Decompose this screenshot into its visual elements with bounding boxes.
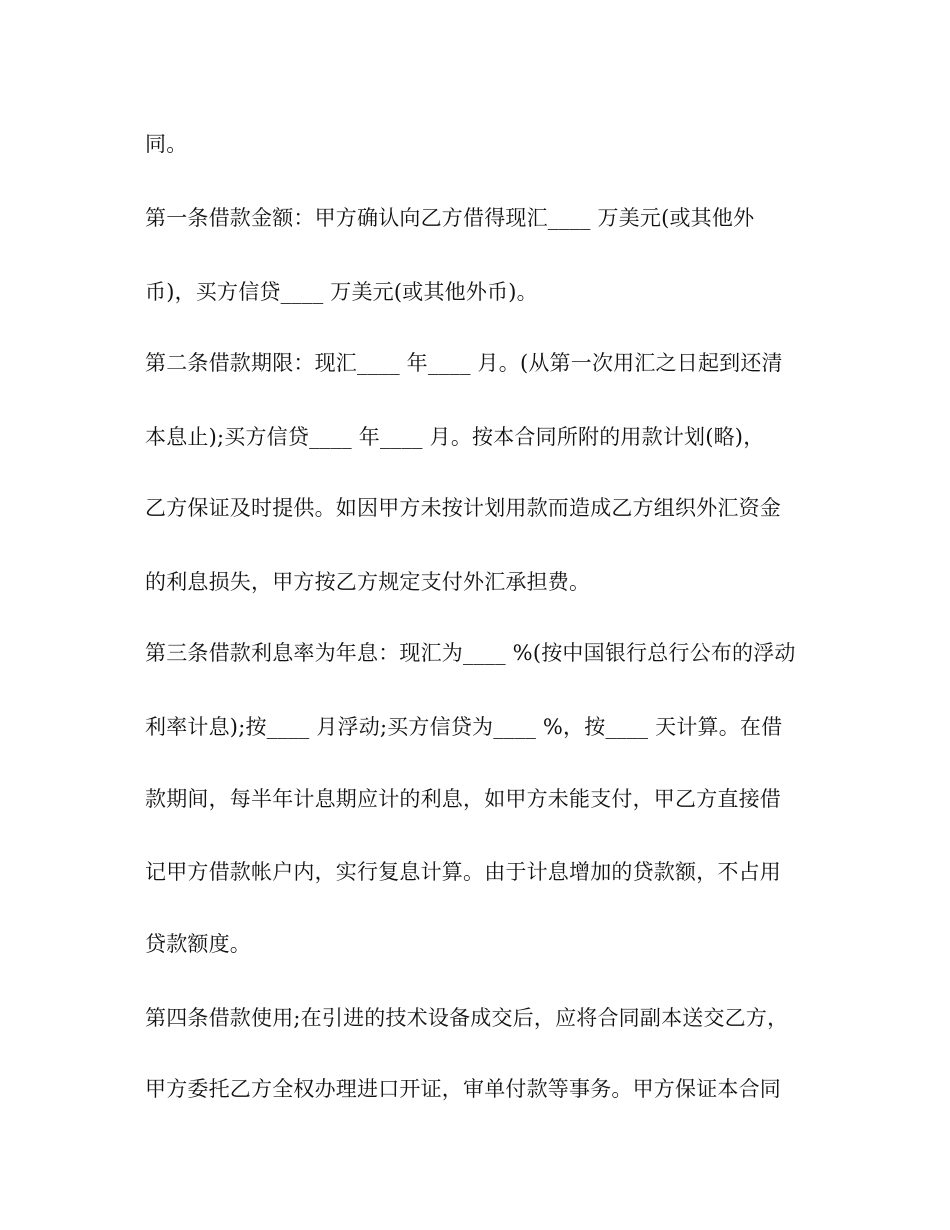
- text-line: 第二条借款期限：现汇____ 年____ 月。(从第一次用汇之日起到还清: [145, 351, 783, 375]
- text-line: 第一条借款金额：甲方确认向乙方借得现汇____ 万美元(或其他外: [145, 206, 755, 230]
- text-line: 第三条借款利息率为年息：现汇为____ %(按中国银行总行公布的浮动: [145, 641, 796, 665]
- text-line: 乙方保证及时提供。如因甲方未按计划用款而造成乙方组织外汇资金: [145, 496, 781, 520]
- text-line: 同。: [145, 132, 188, 156]
- text-line: 记甲方借款帐户内，实行复息计算。由于计息增加的贷款额，不占用: [145, 860, 781, 884]
- text-line: 甲方委托乙方全权办理进口开证，审单付款等事务。甲方保证本合同: [145, 1077, 781, 1101]
- text-line: 利率计息);按____ 月浮动;买方信贷为____ %，按____ 天计算。在借: [145, 715, 783, 739]
- text-line: 币)，买方信贷____ 万美元(或其他外币)。: [145, 280, 538, 304]
- text-line: 本息止);买方信贷____ 年____ 月。按本合同所附的用款计划(略)，: [145, 425, 765, 449]
- text-line: 第四条借款使用;在引进的技术设备成交后，应将合同副本送交乙方，: [145, 1006, 789, 1030]
- text-line: 的利息损失，甲方按乙方规定支付外汇承担费。: [145, 570, 591, 594]
- text-line: 贷款额度。: [145, 932, 251, 956]
- text-line: 款期间，每半年计息期应计的利息，如甲方未能支付，甲乙方直接借: [145, 787, 781, 811]
